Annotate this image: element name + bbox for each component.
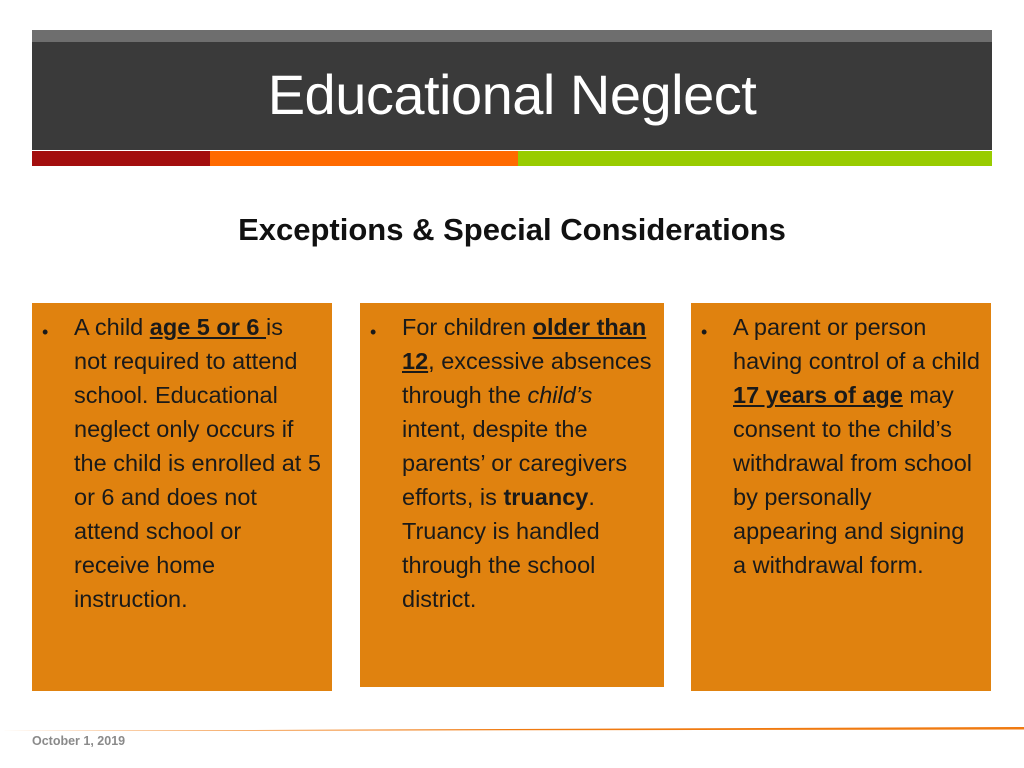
card-text: [402, 310, 654, 616]
header-top-stripe: [32, 30, 992, 42]
accent-bar-orange: [210, 151, 518, 166]
card-text-segment: A child: [74, 314, 150, 340]
footer-divider-line: [0, 727, 1024, 731]
info-card-older-than-12: [359, 302, 665, 688]
emphasized-age: 17 years of age: [733, 382, 903, 408]
card-text-segment: , excessive absences through the: [402, 348, 652, 408]
accent-bar-green: [518, 151, 992, 166]
info-card-age-5-or-6: [31, 302, 333, 692]
card-text-segment: For children: [402, 314, 533, 340]
accent-bar-red: [32, 151, 210, 166]
info-card-17-years: [690, 302, 992, 692]
emphasized-age: age 5 or 6: [149, 314, 267, 340]
card-text: [733, 310, 981, 582]
footer-date: October 1, 2019: [32, 734, 126, 748]
card-text: [74, 310, 322, 616]
bold-term: truancy: [503, 484, 589, 510]
card-text-segment: . Truancy is handled through the school district.: [402, 484, 600, 612]
card-text-segment: intent, despite the parents’ or caregivers efforts, is: [402, 416, 628, 510]
title-banner: [32, 42, 992, 150]
slide-subtitle: Exceptions & Special Considerations: [238, 212, 786, 247]
card-text-segment: is not required to attend school. Educational neglect only occurs if the child is enrolled at 5 or 6 and does not attend school or receive home instruction.: [74, 314, 321, 612]
italic-text: child’s: [527, 382, 593, 408]
emphasized-age: older than 12: [402, 314, 647, 374]
card-text-segment: A parent or person having control of a child: [733, 314, 980, 374]
card-text-segment: may consent to the child’s withdrawal from school by personally appearing and signing a withdrawal form.: [733, 382, 973, 578]
slide-title: Educational Neglect: [267, 63, 757, 126]
bullet-icon: •: [701, 322, 708, 342]
footer-divider: [0, 727, 1024, 731]
bullet-icon: •: [370, 322, 377, 342]
bullet-icon: •: [42, 322, 49, 342]
